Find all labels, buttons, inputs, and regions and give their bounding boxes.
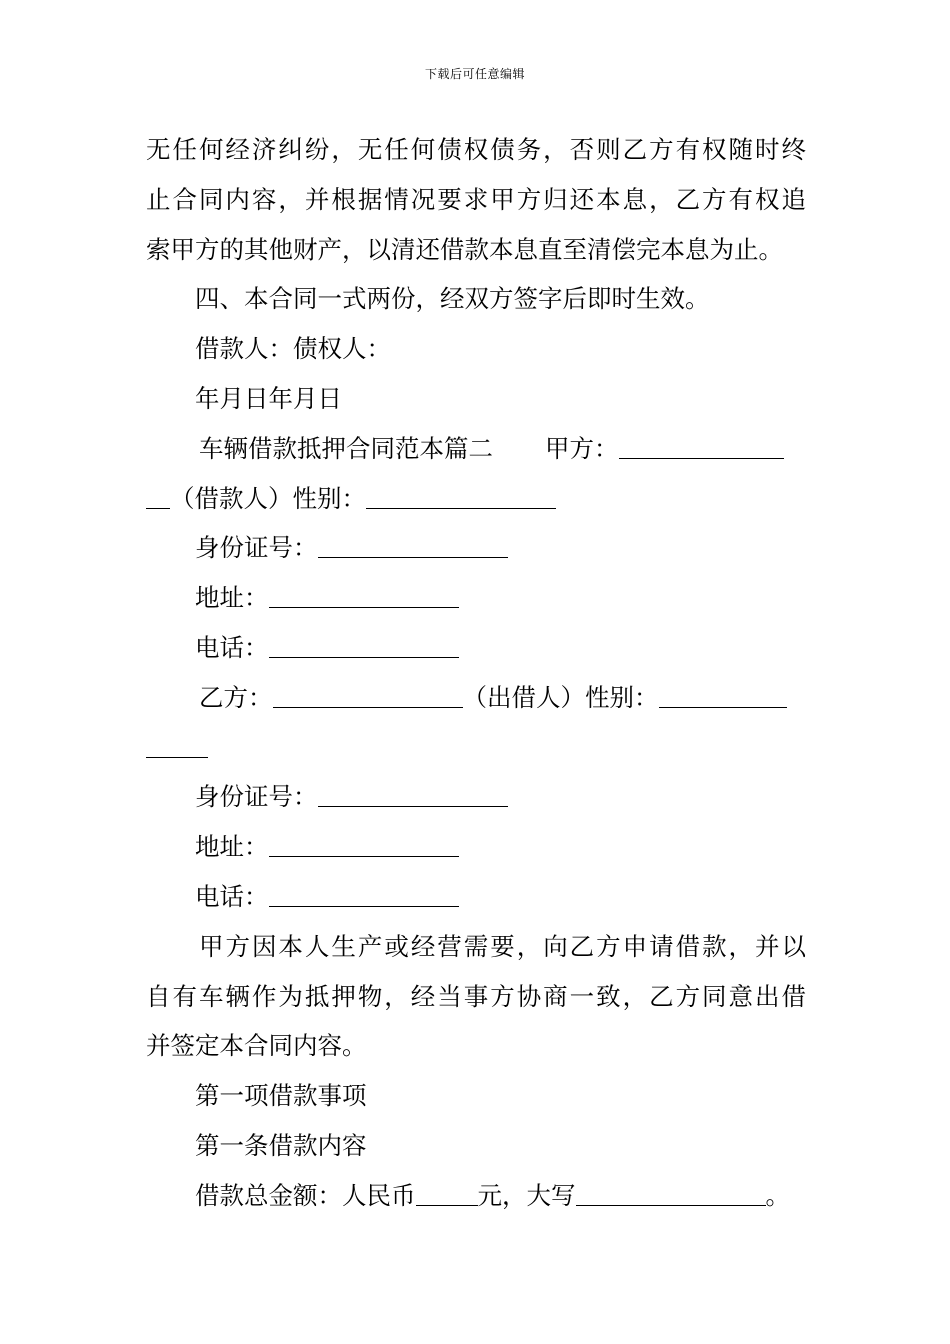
party-a-address-line bbox=[146, 573, 806, 623]
party-b-gender-field bbox=[659, 683, 787, 708]
phone-label: 电话： bbox=[195, 632, 269, 662]
party-b-name-field bbox=[273, 683, 463, 708]
party-a-name-field bbox=[619, 434, 784, 459]
amount-label: 借款总金额：人民币 bbox=[195, 1180, 416, 1210]
party-b-id-field bbox=[318, 782, 508, 807]
amount-number-field bbox=[416, 1181, 478, 1206]
party-a-id-line bbox=[146, 523, 806, 573]
party-b-address-field bbox=[269, 832, 459, 857]
party-b-phone-line bbox=[146, 872, 806, 922]
party-a-name-field-cont bbox=[146, 484, 170, 509]
amount-words-field bbox=[576, 1181, 766, 1206]
party-b-phone-field bbox=[269, 882, 459, 907]
id-label: 身份证号： bbox=[195, 533, 318, 563]
party-b-address-line bbox=[146, 822, 806, 872]
paragraph-line: 无任何经济纠纷，无任何债权债务，否则乙方有权随时终 bbox=[146, 135, 806, 164]
party-a-role-line bbox=[146, 474, 806, 524]
phone-label: 电话： bbox=[195, 881, 269, 911]
party-b-label: 乙方： bbox=[199, 682, 273, 712]
loan-amount-line bbox=[146, 1171, 806, 1221]
party-b-id-line bbox=[146, 772, 806, 822]
clause-four: 四、本合同一式两份，经双方签字后即时生效。 bbox=[195, 284, 710, 314]
item-heading: 第一项借款事项 bbox=[195, 1081, 367, 1111]
document-body bbox=[146, 125, 806, 1221]
page-header: 下载后可任意编辑 bbox=[424, 67, 525, 81]
address-label: 地址： bbox=[195, 832, 269, 862]
article-heading: 第一条借款内容 bbox=[195, 1130, 367, 1160]
paragraph-line: 自有车辆作为抵押物，经当事方协商一致，乙方同意出借 bbox=[146, 981, 806, 1011]
id-label: 身份证号： bbox=[195, 782, 318, 812]
address-label: 地址： bbox=[195, 583, 269, 613]
amount-end: 。 bbox=[765, 1180, 790, 1210]
party-a-label: 甲方： bbox=[545, 433, 619, 463]
party-a-phone-field bbox=[269, 633, 459, 658]
party-b-role-label: （出借人）性别： bbox=[462, 682, 659, 712]
paragraph-line: 止合同内容，并根据情况要求甲方归还本息，乙方有权追 bbox=[146, 184, 806, 214]
party-b-line bbox=[146, 673, 806, 723]
party-a-phone-line bbox=[146, 623, 806, 673]
party-b-gender-cont-line bbox=[146, 723, 806, 773]
party-b-gender-field-cont bbox=[146, 733, 208, 758]
party-a-address-field bbox=[269, 583, 459, 608]
paragraph-line: 甲方因本人生产或经营需要，向乙方申请借款，并以 bbox=[199, 931, 806, 961]
paragraph-line: 并签定本合同内容。 bbox=[146, 1031, 367, 1061]
party-a-role-label: （借款人）性别： bbox=[170, 483, 366, 513]
party-a-gender-field bbox=[366, 484, 556, 509]
party-a-line bbox=[146, 424, 806, 474]
party-a-id-field bbox=[318, 533, 508, 558]
date-line: 年月日年月日 bbox=[195, 383, 342, 413]
amount-unit-label: 元，大写 bbox=[477, 1180, 576, 1210]
signature-line: 借款人：债权人： bbox=[195, 334, 391, 364]
section-title: 车辆借款抵押合同范本篇二 bbox=[199, 433, 493, 463]
paragraph-line: 索甲方的其他财产，以清还借款本息直至清偿完本息为止。 bbox=[146, 234, 783, 264]
